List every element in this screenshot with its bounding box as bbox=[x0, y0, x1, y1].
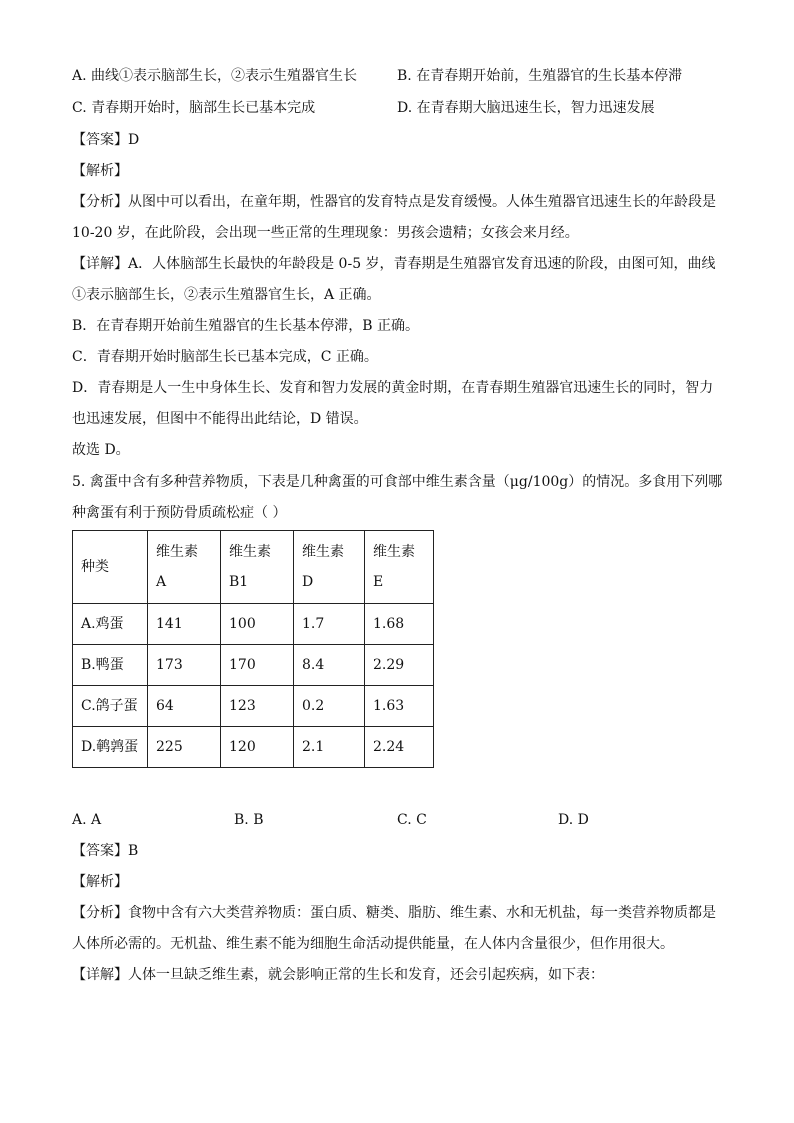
q5-option-b: B. B bbox=[234, 812, 264, 828]
table-header-cell: 种类 bbox=[73, 531, 148, 604]
q5-fenxi-line: 【分析】食物中含有六大类营养物质：蛋白质、糖类、脂肪、维生素、水和无机盐，每一类营养物质都是 bbox=[72, 905, 716, 921]
q4-fenxi-line: 10-20 岁，在此阶段，会出现一些正常的生理现象：男孩会遗精；女孩会来月经。 bbox=[72, 225, 579, 241]
table-cell: 1.7 bbox=[294, 604, 365, 645]
q5-fenxi-line: 人体所必需的。无机盐、维生素不能为细胞生命活动提供能量，在人体内含量很少，但作用很大。 bbox=[72, 936, 674, 952]
q4-option-d: D. 在青春期大脑迅速生长，智力迅速发展 bbox=[397, 100, 655, 116]
table-header-cell: 维生素 E bbox=[365, 531, 434, 604]
vitamin-table bbox=[72, 530, 434, 768]
table-cell: C.鸽子蛋 bbox=[73, 686, 148, 727]
q5-option-d: D. D bbox=[558, 812, 589, 828]
table-row bbox=[73, 686, 434, 727]
table-cell: 0.2 bbox=[294, 686, 365, 727]
q4-xiangjie-line: B．在青春期开始前生殖器官的生长基本停滞，B 正确。 bbox=[72, 318, 420, 334]
q5-option-a: A. A bbox=[72, 812, 102, 828]
table-cell: 8.4 bbox=[294, 645, 365, 686]
table-header-cell: 维生素 A bbox=[148, 531, 221, 604]
q4-xiangjie-line: D．青春期是人一生中身体生长、发育和智力发展的黄金时期，在青春期生殖器官迅速生长的同时，智力 bbox=[72, 380, 714, 396]
table-cell: 2.1 bbox=[294, 727, 365, 768]
table-cell: 2.29 bbox=[365, 645, 434, 686]
q4-xiangjie-line: ①表示脑部生长，②表示生殖器官生长，A 正确。 bbox=[72, 287, 381, 303]
q5-stem-line: 种禽蛋有利于预防骨质疏松症（ ） bbox=[72, 505, 287, 521]
table-cell: 1.68 bbox=[365, 604, 434, 645]
q4-xiangjie-line: 【详解】A．人体脑部生长最快的年龄段是 0-5 岁，青春期是生殖器官发育迅速的阶段，由图可知，曲线 bbox=[72, 256, 716, 272]
q5-option-c: C. C bbox=[397, 812, 427, 828]
table-row bbox=[73, 604, 434, 645]
table-cell: 64 bbox=[148, 686, 221, 727]
q5-analysis-label: 【解析】 bbox=[72, 874, 128, 890]
q5-xiangjie-line: 【详解】人体一旦缺乏维生素，就会影响正常的生长和发育，还会引起疾病，如下表： bbox=[72, 967, 604, 983]
table-cell: B.鸭蛋 bbox=[73, 645, 148, 686]
q4-option-c: C. 青春期开始时，脑部生长已基本完成 bbox=[72, 100, 316, 116]
table-cell: A.鸡蛋 bbox=[73, 604, 148, 645]
q4-xiangjie-line: C．青春期开始时脑部生长已基本完成，C 正确。 bbox=[72, 349, 378, 365]
table-cell: 100 bbox=[221, 604, 294, 645]
table-cell: 1.63 bbox=[365, 686, 434, 727]
q4-analysis-label: 【解析】 bbox=[72, 163, 128, 179]
table-cell: D.鹌鹑蛋 bbox=[73, 727, 148, 768]
q5-stem-line: 5. 禽蛋中含有多种营养物质，下表是几种禽蛋的可食部中维生素含量（μg/100g）的情况。多食用下列哪 bbox=[72, 474, 723, 490]
table-row bbox=[73, 645, 434, 686]
q4-xiangjie-line: 故选 D。 bbox=[72, 442, 130, 458]
q5-answer: 【答案】B bbox=[72, 843, 139, 859]
q4-answer: 【答案】D bbox=[72, 132, 140, 148]
table-header-cell: 维生素 B1 bbox=[221, 531, 294, 604]
q4-option-b: B. 在青春期开始前，生殖器官的生长基本停滞 bbox=[397, 68, 683, 84]
table-cell: 173 bbox=[148, 645, 221, 686]
table-cell: 2.24 bbox=[365, 727, 434, 768]
table-cell: 225 bbox=[148, 727, 221, 768]
table-header-cell: 维生素 D bbox=[294, 531, 365, 604]
table-cell: 123 bbox=[221, 686, 294, 727]
q4-option-a: A. 曲线①表示脑部生长，②表示生殖器官生长 bbox=[72, 68, 358, 84]
q4-fenxi-line: 【分析】从图中可以看出，在童年期，性器官的发育特点是发育缓慢。人体生殖器官迅速生长的年龄段是 bbox=[72, 194, 716, 210]
q4-xiangjie-line: 也迅速发展，但图中不能得出此结论，D 错误。 bbox=[72, 411, 368, 427]
table-header-row bbox=[73, 531, 434, 604]
table-cell: 120 bbox=[221, 727, 294, 768]
table-cell: 170 bbox=[221, 645, 294, 686]
table-row bbox=[73, 727, 434, 768]
table-cell: 141 bbox=[148, 604, 221, 645]
